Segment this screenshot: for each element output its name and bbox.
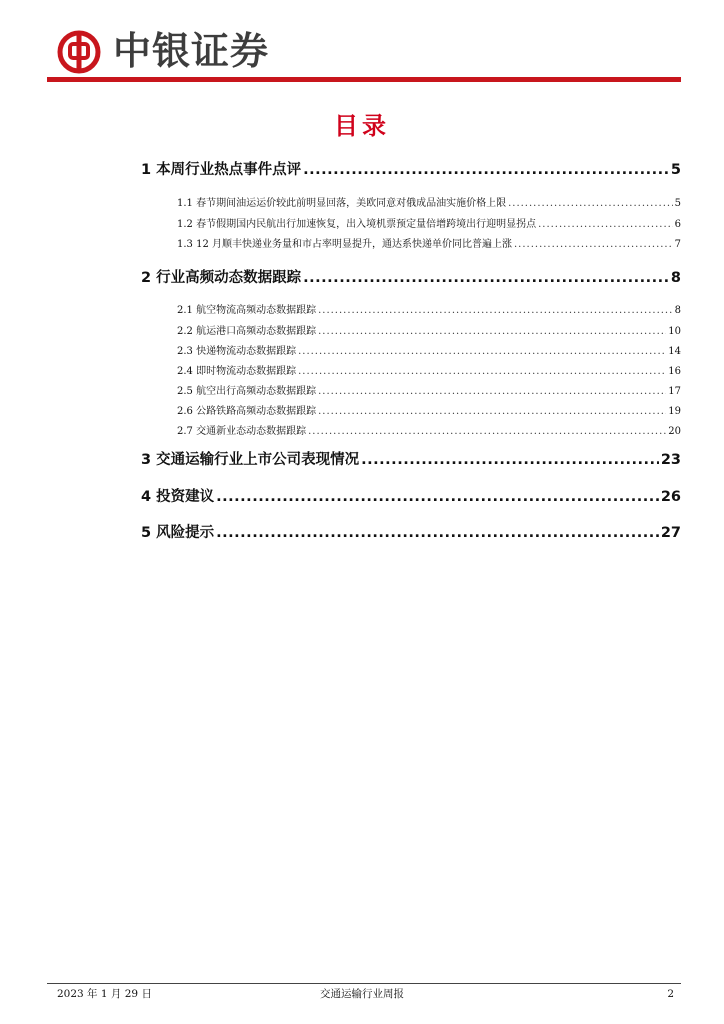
toc-chapter-link[interactable]	[141, 160, 681, 180]
toc-section-link[interactable]	[177, 217, 681, 233]
toc-dot-leader	[361, 450, 659, 470]
toc-entry-label: 5 风险提示	[141, 525, 215, 541]
toc-page-number: 26	[660, 489, 681, 505]
toc-page-number: 17	[668, 386, 681, 397]
header-divider	[47, 77, 681, 82]
toc-dot-leader	[303, 160, 669, 180]
footer-report-name: 交通运输行业周报	[320, 988, 404, 1000]
toc-section-link[interactable]	[177, 237, 681, 253]
toc-dot-leader	[303, 268, 669, 288]
footer-date: 2023 年 1 月 29 日	[57, 988, 152, 1000]
toc-entry-label: 2.4 即时物流动态数据跟踪	[177, 366, 297, 377]
toc-section-link[interactable]	[177, 196, 681, 212]
bank-of-china-logo-icon	[57, 30, 101, 74]
toc-entry-label: 2.7 交通新业态动态数据跟踪	[177, 426, 307, 437]
toc-dot-leader	[318, 303, 673, 319]
toc-entry-label: 4 投资建议	[141, 489, 215, 505]
toc-section-link[interactable]	[177, 324, 681, 340]
toc-section-link[interactable]	[177, 344, 681, 360]
toc-chapter-link[interactable]	[141, 268, 681, 288]
toc-page-number: 23	[660, 452, 681, 468]
brand-name: 中银证券	[113, 29, 270, 73]
toc-page-number: 16	[668, 366, 681, 377]
toc-entry-label: 2.6 公路铁路高频动态数据跟踪	[177, 406, 317, 417]
toc-dot-leader	[216, 487, 659, 507]
toc-section-link[interactable]	[177, 404, 681, 420]
toc-dot-leader	[318, 404, 666, 420]
toc-page-number: 5	[674, 198, 681, 209]
toc-dot-leader	[308, 424, 666, 440]
toc-page-number: 14	[668, 346, 681, 357]
toc-chapter-link[interactable]	[141, 523, 681, 543]
toc-entry-label: 2.2 航运港口高频动态数据跟踪	[177, 326, 317, 337]
toc-entry-label: 1.2 春节假期国内民航出行加速恢复，出入境机票预定量倍增跨境出行迎明显拐点	[177, 219, 537, 230]
page-header	[0, 0, 724, 84]
toc-entry-label: 1.3 12 月顺丰快递业务量和市占率明显提升，通达系快递单价同比普遍上涨	[177, 239, 512, 250]
toc-dot-leader	[298, 344, 666, 360]
toc-entry-label: 1 本周行业热点事件点评	[141, 162, 302, 178]
toc-dot-leader	[298, 364, 666, 380]
toc-entry-label: 2 行业高频动态数据跟踪	[141, 270, 302, 286]
footer-page-number: 2	[667, 988, 674, 1000]
toc-page-number: 8	[670, 270, 681, 286]
toc-dot-leader	[538, 217, 673, 233]
toc-dot-leader	[514, 237, 673, 253]
toc-section-link[interactable]	[177, 384, 681, 400]
toc-entry-label: 2.5 航空出行高频动态数据跟踪	[177, 386, 317, 397]
footer-divider	[47, 983, 681, 984]
toc-chapter-link[interactable]	[141, 487, 681, 507]
toc-entry-label: 1.1 春节期间油运运价较此前明显回落，美欧同意对俄成品油实施价格上限	[177, 198, 507, 209]
toc-page-number: 5	[670, 162, 681, 178]
toc-section-link[interactable]	[177, 303, 681, 319]
toc-dot-leader	[318, 324, 666, 340]
toc-section-link[interactable]	[177, 424, 681, 440]
toc-page-number: 8	[674, 305, 681, 316]
toc-entry-label: 2.3 快递物流动态数据跟踪	[177, 346, 297, 357]
toc-page-number: 10	[668, 326, 681, 337]
toc-title: 目录	[334, 112, 390, 140]
toc-page-number: 27	[660, 525, 681, 541]
toc-entry-label: 2.1 航空物流高频动态数据跟踪	[177, 305, 317, 316]
toc-dot-leader	[508, 196, 673, 212]
toc-page-number: 19	[668, 406, 681, 417]
toc-dot-leader	[318, 384, 666, 400]
toc-dot-leader	[216, 523, 659, 543]
toc-page-number: 6	[674, 219, 681, 230]
toc-chapter-link[interactable]	[141, 450, 681, 470]
toc-entry-label: 3 交通运输行业上市公司表现情况	[141, 452, 360, 468]
toc-page-number: 20	[668, 426, 681, 437]
toc-section-link[interactable]	[177, 364, 681, 380]
toc-page-number: 7	[674, 239, 681, 250]
